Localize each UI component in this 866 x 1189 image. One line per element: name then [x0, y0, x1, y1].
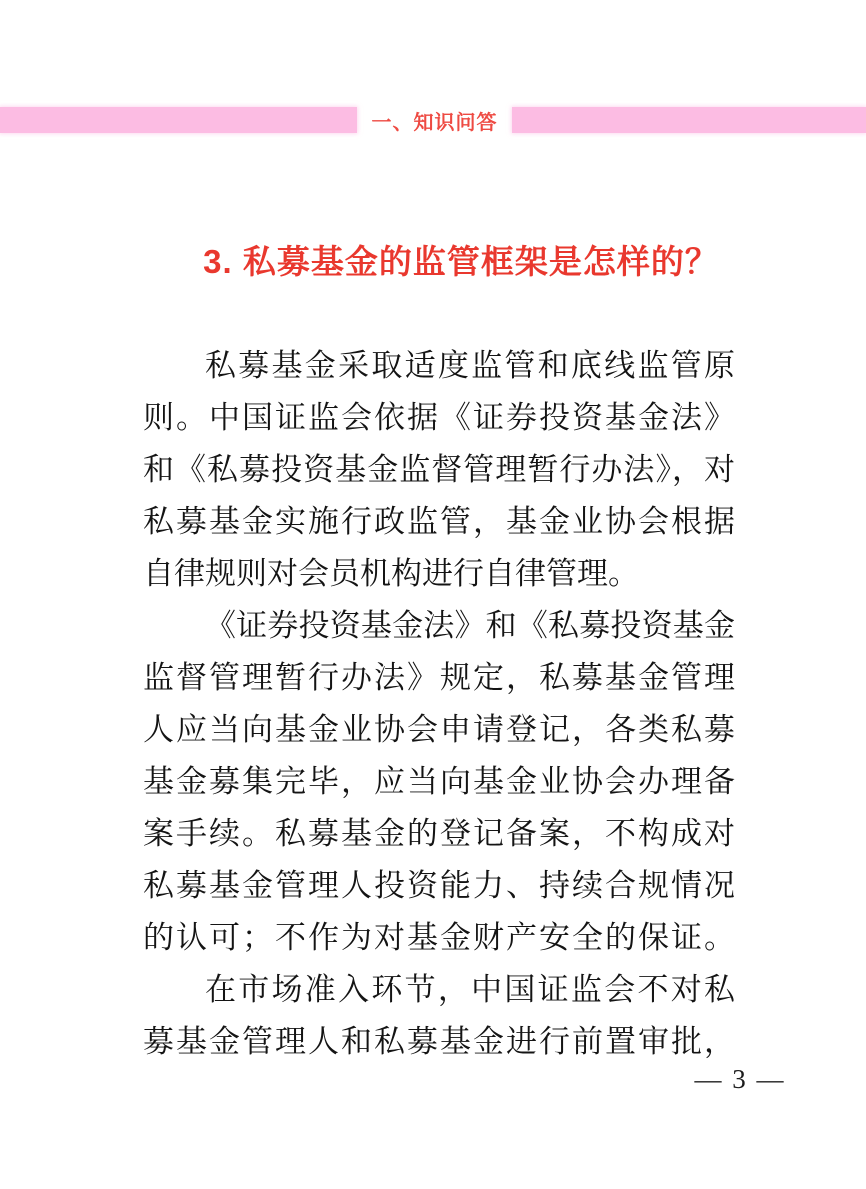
body-line: 募基金管理人和私募基金进行前置审批， — [143, 1024, 735, 1059]
body-line: 则。中国证监会依据《证券投资基金法》 — [143, 400, 735, 435]
body-line: 《证券投资基金法》和《私募投资基金 — [205, 608, 735, 643]
header-bar-left — [0, 107, 357, 133]
body-line: 私募基金实施行政监管，基金业协会根据 — [143, 504, 735, 539]
body-line: 基金募集完毕，应当向基金业协会办理备 — [143, 764, 735, 799]
body-line: 私募基金采取适度监管和底线监管原 — [205, 348, 735, 383]
body-line: 在市场准入环节，中国证监会不对私 — [205, 972, 735, 1007]
question-title: 3. 私募基金的监管框架是怎样的？ — [203, 243, 719, 280]
page-number: — 3 — — [694, 1064, 786, 1094]
section-label: 一、知识问答 — [371, 111, 498, 134]
header-bar-right — [512, 107, 866, 133]
body-line: 人应当向基金业协会申请登记，各类私募 — [143, 712, 735, 747]
body-line: 私募基金管理人投资能力、持续合规情况 — [143, 868, 735, 903]
body-line: 和《私募投资基金监督管理暂行办法》，对 — [143, 452, 735, 487]
body-line: 自律规则对会员机构进行自律管理。 — [143, 556, 639, 591]
body-text — [143, 340, 735, 1068]
body-line: 案手续。私募基金的登记备案，不构成对 — [143, 816, 735, 851]
body-line: 监督管理暂行办法》规定，私募基金管理 — [143, 660, 735, 695]
running-header — [0, 107, 866, 133]
body-line: 的认可；不作为对基金财产安全的保证。 — [143, 920, 735, 955]
